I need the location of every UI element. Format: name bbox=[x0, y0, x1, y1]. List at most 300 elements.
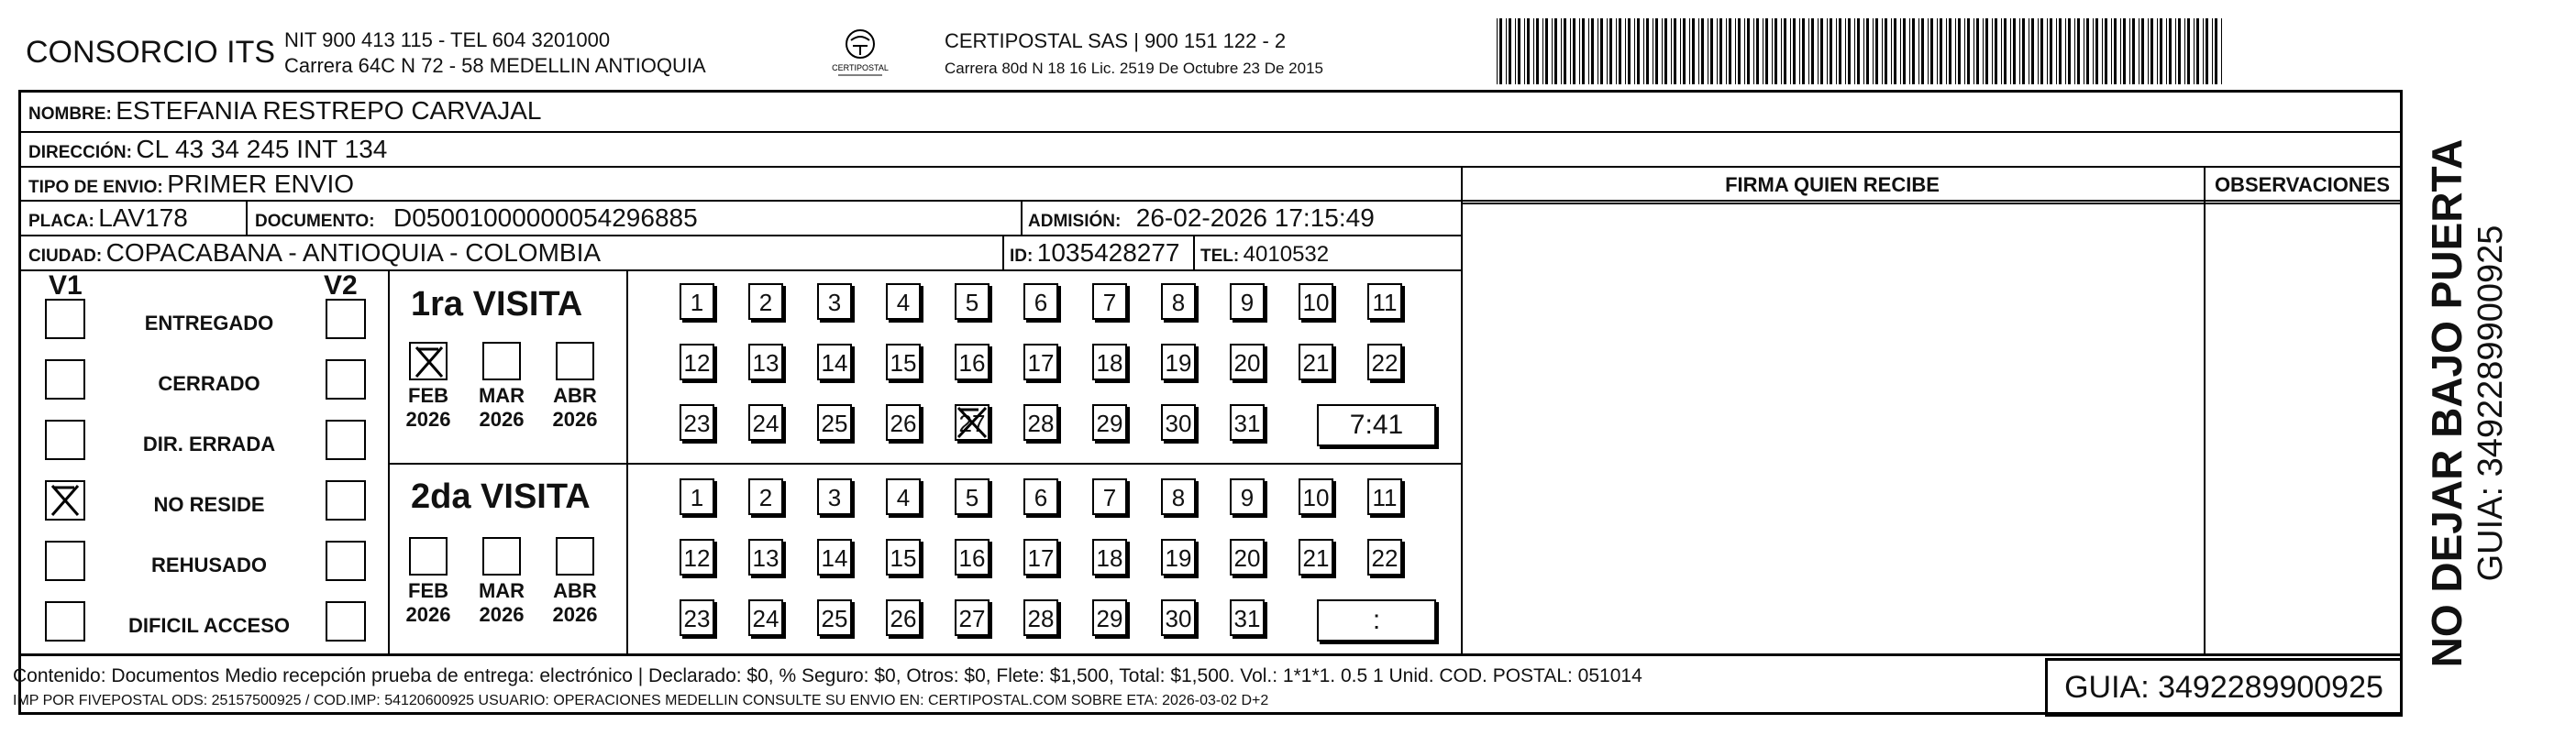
v2-day-28[interactable]: 28 bbox=[1023, 599, 1058, 636]
barcode-bar bbox=[2187, 18, 2190, 84]
v1-checkbox-no-reside[interactable] bbox=[45, 480, 85, 521]
v1-checkbox-dificil-acceso[interactable] bbox=[45, 601, 85, 642]
barcode-bar bbox=[1616, 18, 1617, 84]
barcode-bar bbox=[2019, 18, 2020, 84]
barcode-bar bbox=[1753, 18, 1754, 84]
barcode-bar bbox=[1607, 18, 1608, 84]
v1-day-31[interactable]: 31 bbox=[1230, 404, 1265, 441]
observaciones-header: OBSERVACIONES bbox=[2214, 173, 2391, 196]
barcode-bar bbox=[2047, 18, 2048, 84]
barcode-bar bbox=[1928, 18, 1929, 84]
barcode-bar bbox=[2160, 18, 2162, 84]
v2-day-16[interactable]: 16 bbox=[955, 539, 989, 576]
v2-day-15[interactable]: 15 bbox=[886, 539, 921, 576]
barcode-bar bbox=[1582, 18, 1585, 84]
barcode-bar bbox=[2111, 18, 2112, 84]
v2-day-9[interactable]: 9 bbox=[1230, 478, 1265, 515]
v2-day-31[interactable]: 31 bbox=[1230, 599, 1265, 636]
barcode-bar bbox=[1995, 18, 1997, 84]
barcode-bar bbox=[2141, 18, 2144, 84]
barcode-bar bbox=[2056, 18, 2057, 84]
v2-day-19[interactable]: 19 bbox=[1161, 539, 1196, 576]
barcode-bar bbox=[1545, 18, 1548, 84]
documento-value: D05001000000054296885 bbox=[393, 203, 698, 232]
barcode-bar bbox=[1542, 18, 1543, 84]
ciudad-value: COPACABANA - ANTIOQUIA - COLOMBIA bbox=[105, 238, 602, 267]
barcode-bar bbox=[1848, 18, 1851, 84]
v2-checkbox-no-reside[interactable] bbox=[326, 480, 366, 521]
documento-label: DOCUMENTO: bbox=[255, 212, 375, 231]
barcode-bar bbox=[1717, 18, 1718, 84]
barcode bbox=[1495, 18, 2228, 84]
barcode-bar bbox=[1643, 18, 1644, 84]
v2-checkbox-dir-errada[interactable] bbox=[326, 420, 366, 460]
barcode-bar bbox=[1949, 18, 1951, 84]
barcode-bar bbox=[1683, 18, 1686, 84]
v2-day-23[interactable]: 23 bbox=[680, 599, 714, 636]
side-guia: GUIA: 3492289900925 bbox=[2471, 225, 2510, 582]
month-year: 2026 bbox=[405, 408, 451, 431]
v1-month-box-mar[interactable] bbox=[482, 342, 521, 380]
barcode-bar bbox=[1662, 18, 1663, 84]
barcode-bar bbox=[1698, 18, 1699, 84]
barcode-bar bbox=[1921, 18, 1924, 84]
v2-day-24[interactable]: 24 bbox=[748, 599, 783, 636]
barcode-bar bbox=[1863, 18, 1864, 84]
v1-day-5[interactable]: 5 bbox=[955, 283, 989, 320]
barcode-bar bbox=[1964, 18, 1965, 84]
v2-checkbox-cerrado[interactable] bbox=[326, 359, 366, 400]
id-row bbox=[1010, 238, 1180, 268]
certipostal-info bbox=[945, 27, 1323, 82]
barcode-bar bbox=[2102, 18, 2103, 84]
barcode-bar bbox=[1646, 18, 1649, 84]
v1-day-24[interactable]: 24 bbox=[748, 404, 783, 441]
barcode-bar bbox=[1726, 18, 1727, 84]
barcode-bar bbox=[2178, 18, 2181, 84]
barcode-bar bbox=[1784, 18, 1786, 84]
v1-day-26[interactable]: 26 bbox=[886, 404, 921, 441]
barcode-bar bbox=[1992, 18, 1993, 84]
barcode-bar bbox=[1912, 18, 1915, 84]
barcode-bar bbox=[1744, 18, 1745, 84]
v1-day-25[interactable]: 25 bbox=[817, 404, 852, 441]
barcode-bar bbox=[1930, 18, 1933, 84]
barcode-bar bbox=[2203, 18, 2204, 84]
v2-day-30[interactable]: 30 bbox=[1161, 599, 1196, 636]
v1-day-17[interactable]: 17 bbox=[1023, 344, 1058, 380]
month-year: 2026 bbox=[552, 408, 598, 431]
barcode-bar bbox=[1985, 18, 1988, 84]
barcode-bar bbox=[2001, 18, 2002, 84]
v2-day-5[interactable]: 5 bbox=[955, 478, 989, 515]
barcode-bar bbox=[2010, 18, 2011, 84]
barcode-bar bbox=[2150, 18, 2153, 84]
tel-value: 4010532 bbox=[1243, 242, 1330, 267]
barcode-bar bbox=[1873, 18, 1874, 84]
barcode-bar bbox=[1591, 18, 1594, 84]
barcode-bar bbox=[2040, 18, 2043, 84]
v2-day-1[interactable]: 1 bbox=[680, 478, 714, 515]
month-name: FEB bbox=[408, 579, 448, 602]
barcode-bar bbox=[2038, 18, 2039, 84]
barcode-bar bbox=[1524, 18, 1525, 84]
barcode-bar bbox=[2022, 18, 2025, 84]
v1-month-box-abr[interactable] bbox=[556, 342, 594, 380]
firma-header: FIRMA QUIEN RECIBE bbox=[1725, 173, 1940, 196]
month-name: ABR bbox=[553, 579, 597, 602]
barcode-bar bbox=[1973, 18, 1974, 84]
barcode-bar bbox=[2065, 18, 2066, 84]
v2-month-box-feb[interactable] bbox=[409, 537, 448, 576]
barcode-bar bbox=[2184, 18, 2185, 84]
barcode-bar bbox=[1909, 18, 1910, 84]
barcode-bar bbox=[1628, 18, 1631, 84]
barcode-bar bbox=[1967, 18, 1970, 84]
barcode-bar bbox=[2175, 18, 2176, 84]
direccion-label: DIRECCIÓN: bbox=[28, 143, 132, 162]
barcode-bar bbox=[1774, 18, 1777, 84]
v1-month-label-feb bbox=[401, 384, 456, 432]
status-label-cerrado: CERRADO bbox=[158, 372, 260, 395]
v2-day-12[interactable]: 12 bbox=[680, 539, 714, 576]
cert-line2: Carrera 80d N 18 16 Lic. 2519 De Octubre 23 De 2015 bbox=[945, 60, 1323, 77]
v2-day-18[interactable]: 18 bbox=[1092, 539, 1127, 576]
logo-text: CERTIPOSTAL bbox=[832, 63, 889, 72]
barcode-bar bbox=[1946, 18, 1947, 84]
barcode-bar bbox=[2013, 18, 2016, 84]
v1-day-22[interactable]: 22 bbox=[1367, 344, 1402, 380]
placa-label: PLACA: bbox=[28, 212, 94, 231]
v1-day-14[interactable]: 14 bbox=[817, 344, 852, 380]
barcode-bar bbox=[1536, 18, 1539, 84]
barcode-bar bbox=[1765, 18, 1768, 84]
barcode-bar bbox=[2086, 18, 2089, 84]
barcode-bar bbox=[1802, 18, 1805, 84]
v1-checkbox-cerrado[interactable] bbox=[45, 359, 85, 400]
v2-day-11[interactable]: 11 bbox=[1367, 478, 1402, 515]
barcode-bar bbox=[1799, 18, 1800, 84]
barcode-bar bbox=[2093, 18, 2094, 84]
barcode-bar bbox=[2123, 18, 2126, 84]
v2-day-6[interactable]: 6 bbox=[1023, 478, 1058, 515]
barcode-bar bbox=[1671, 18, 1672, 84]
barcode-bar bbox=[1588, 18, 1589, 84]
barcode-bar bbox=[2095, 18, 2098, 84]
v1-day-11[interactable]: 11 bbox=[1367, 283, 1402, 320]
v2-checkbox-rehusado[interactable] bbox=[326, 541, 366, 581]
company-name: CONSORCIO ITS bbox=[26, 35, 276, 70]
barcode-bar bbox=[1885, 18, 1887, 84]
barcode-bar bbox=[1891, 18, 1892, 84]
v2-day-3[interactable]: 3 bbox=[817, 478, 852, 515]
barcode-bar bbox=[1570, 18, 1571, 84]
barcode-bar bbox=[2215, 18, 2217, 84]
v2-label: V2 bbox=[324, 270, 358, 301]
id-label: ID: bbox=[1010, 247, 1034, 266]
v1-day-27[interactable]: 27 bbox=[955, 404, 989, 441]
v1-day-3[interactable]: 3 bbox=[817, 283, 852, 320]
barcode-bar bbox=[1808, 18, 1809, 84]
v1-time-field[interactable]: 7:41 bbox=[1317, 404, 1436, 446]
barcode-bar bbox=[2206, 18, 2208, 84]
v1-day-7[interactable]: 7 bbox=[1092, 283, 1127, 320]
barcode-bar bbox=[2129, 18, 2130, 84]
footer-print-info: IMP POR FIVEPOSTAL ODS: 25157500925 / COD.IMP: 54120600925 USUARIO: OPERACIONES MEDELLIN CONSULTE SU ENVIO EN: CERTIPOSTAL.COM SOBRE ETA: 2026-03-02 D+2 bbox=[13, 693, 1269, 708]
barcode-bar bbox=[2120, 18, 2121, 84]
v2-day-8[interactable]: 8 bbox=[1161, 478, 1196, 515]
barcode-bar bbox=[1554, 18, 1557, 84]
barcode-bar bbox=[2105, 18, 2107, 84]
certipostal-logo bbox=[825, 26, 895, 81]
barcode-bar bbox=[1866, 18, 1869, 84]
status-label-dificil-acceso: DIFICIL ACCESO bbox=[127, 614, 290, 637]
barcode-bar bbox=[1533, 18, 1534, 84]
barcode-bar bbox=[1781, 18, 1782, 84]
barcode-bar bbox=[1579, 18, 1580, 84]
barcode-bar bbox=[1903, 18, 1906, 84]
barcode-bar bbox=[2194, 18, 2195, 84]
v2-day-21[interactable]: 21 bbox=[1299, 539, 1333, 576]
v1-day-20[interactable]: 20 bbox=[1230, 344, 1265, 380]
v2-time-field[interactable]: : bbox=[1317, 599, 1436, 642]
barcode-bar bbox=[1497, 18, 1498, 84]
status-label-no-reside: NO RESIDE bbox=[153, 493, 265, 516]
v1-day-8[interactable]: 8 bbox=[1161, 283, 1196, 320]
barcode-bar bbox=[1854, 18, 1855, 84]
barcode-bar bbox=[1772, 18, 1773, 84]
v1-month-label-mar bbox=[474, 384, 529, 432]
admision-row bbox=[1028, 203, 1375, 233]
barcode-bar bbox=[2114, 18, 2117, 84]
admision-label: ADMISIÓN: bbox=[1028, 212, 1122, 231]
v2-month-label-feb bbox=[401, 579, 456, 627]
barcode-bar bbox=[1573, 18, 1575, 84]
barcode-bar bbox=[2166, 18, 2167, 84]
barcode-bar bbox=[1830, 18, 1832, 84]
guia-box: GUIA: 3492289900925 bbox=[2045, 658, 2403, 717]
barcode-bar bbox=[1689, 18, 1690, 84]
direccion-row bbox=[28, 135, 387, 164]
v2-day-29[interactable]: 29 bbox=[1092, 599, 1127, 636]
direccion-value: CL 43 34 245 INT 134 bbox=[136, 135, 388, 163]
v1-checkbox-rehusado[interactable] bbox=[45, 541, 85, 581]
barcode-bar bbox=[1756, 18, 1759, 84]
v1-day-21[interactable]: 21 bbox=[1299, 344, 1333, 380]
v2-month-label-abr bbox=[547, 579, 603, 627]
v1-day-9[interactable]: 9 bbox=[1230, 283, 1265, 320]
v1-checkbox-dir-errada[interactable] bbox=[45, 420, 85, 460]
v2-day-7[interactable]: 7 bbox=[1092, 478, 1127, 515]
barcode-bar bbox=[1506, 18, 1507, 84]
barcode-bar bbox=[1609, 18, 1612, 84]
tel-label: TEL: bbox=[1200, 247, 1240, 266]
month-year: 2026 bbox=[552, 603, 598, 626]
barcode-bar bbox=[2212, 18, 2213, 84]
v1-day-1[interactable]: 1 bbox=[680, 283, 714, 320]
v2-day-20[interactable]: 20 bbox=[1230, 539, 1265, 576]
barcode-bar bbox=[1515, 18, 1516, 84]
v1-day-16[interactable]: 16 bbox=[955, 344, 989, 380]
v1-day-15[interactable]: 15 bbox=[886, 344, 921, 380]
month-name: ABR bbox=[553, 384, 597, 407]
barcode-bar bbox=[1674, 18, 1676, 84]
barcode-bar bbox=[1664, 18, 1667, 84]
barcode-bar bbox=[1738, 18, 1741, 84]
barcode-bar bbox=[2132, 18, 2135, 84]
barcode-bar bbox=[1735, 18, 1736, 84]
company-info bbox=[284, 27, 706, 79]
v1-day-29[interactable]: 29 bbox=[1092, 404, 1127, 441]
barcode-bar bbox=[1561, 18, 1562, 84]
id-value: 1035428277 bbox=[1036, 238, 1180, 267]
v2-day-25[interactable]: 25 bbox=[817, 599, 852, 636]
v1-month-box-feb[interactable] bbox=[409, 342, 448, 380]
side-notice bbox=[2407, 92, 2526, 715]
barcode-bar bbox=[1955, 18, 1956, 84]
barcode-bar bbox=[2196, 18, 2199, 84]
month-name: FEB bbox=[408, 384, 448, 407]
barcode-bar bbox=[1857, 18, 1860, 84]
barcode-bar bbox=[1983, 18, 1984, 84]
barcode-bar bbox=[2148, 18, 2149, 84]
nit-line: NIT 900 413 115 - TEL 604 3201000 bbox=[284, 28, 611, 51]
delivery-form bbox=[18, 90, 2403, 715]
barcode-bar bbox=[1827, 18, 1828, 84]
barcode-bar bbox=[1564, 18, 1566, 84]
barcode-bar bbox=[2059, 18, 2062, 84]
nombre-row bbox=[28, 96, 541, 126]
v1-day-18[interactable]: 18 bbox=[1092, 344, 1127, 380]
v2-day-17[interactable]: 17 bbox=[1023, 539, 1058, 576]
placa-value: LAV178 bbox=[98, 203, 188, 232]
v2-day-2[interactable]: 2 bbox=[748, 478, 783, 515]
barcode-bar bbox=[2157, 18, 2158, 84]
ciudad-row bbox=[28, 238, 601, 268]
v2-day-13[interactable]: 13 bbox=[748, 539, 783, 576]
v1-day-12[interactable]: 12 bbox=[680, 344, 714, 380]
visit2-title: 2da VISITA bbox=[411, 477, 591, 516]
barcode-bar bbox=[1518, 18, 1520, 84]
v1-month-label-abr bbox=[547, 384, 603, 432]
barcode-bar bbox=[1882, 18, 1883, 84]
v1-day-10[interactable]: 10 bbox=[1299, 283, 1333, 320]
v2-checkbox-dificil-acceso[interactable] bbox=[326, 601, 366, 642]
v1-checkbox-entregado[interactable] bbox=[45, 299, 85, 339]
tipo-row bbox=[28, 170, 354, 199]
barcode-bar bbox=[2050, 18, 2052, 84]
barcode-bar bbox=[1747, 18, 1750, 84]
v2-checkbox-entregado[interactable] bbox=[326, 299, 366, 339]
v2-month-box-mar[interactable] bbox=[482, 537, 521, 576]
v1-day-13[interactable]: 13 bbox=[748, 344, 783, 380]
no-dejar-warning: NO DEJAR BAJO PUERTA bbox=[2423, 138, 2471, 668]
month-name: MAR bbox=[478, 384, 525, 407]
barcode-bar bbox=[2031, 18, 2034, 84]
barcode-bar bbox=[1719, 18, 1722, 84]
v2-day-10[interactable]: 10 bbox=[1299, 478, 1333, 515]
month-name: MAR bbox=[478, 579, 525, 602]
barcode-bar bbox=[1820, 18, 1823, 84]
footer-content: Contenido: Documentos Medio recepción prueba de entrega: electrónico | Declarado: $0, % Seguro: $0, Otros: $0, Flete: $1,500, Total: $1,500. Vol.: 1*1*1. 0.5 1 Unid. COD. POSTAL: 051014 bbox=[13, 665, 1642, 686]
v1-day-19[interactable]: 19 bbox=[1161, 344, 1196, 380]
v2-day-4[interactable]: 4 bbox=[886, 478, 921, 515]
barcode-bar bbox=[1655, 18, 1658, 84]
barcode-bar bbox=[1527, 18, 1530, 84]
barcode-bar bbox=[1839, 18, 1841, 84]
tel-row bbox=[1200, 242, 1329, 268]
v1-day-30[interactable]: 30 bbox=[1161, 404, 1196, 441]
v1-day-2[interactable]: 2 bbox=[748, 283, 783, 320]
barcode-bar bbox=[1894, 18, 1896, 84]
barcode-bar bbox=[1940, 18, 1942, 84]
barcode-bar bbox=[2169, 18, 2172, 84]
barcode-bar bbox=[1701, 18, 1704, 84]
barcode-bar bbox=[1790, 18, 1791, 84]
barcode-bar bbox=[2077, 18, 2080, 84]
visit1-title: 1ra VISITA bbox=[411, 285, 583, 324]
admision-value: 26-02-2026 17:15:49 bbox=[1135, 203, 1375, 232]
v2-day-14[interactable]: 14 bbox=[817, 539, 852, 576]
barcode-bar bbox=[1509, 18, 1511, 84]
barcode-bar bbox=[1637, 18, 1640, 84]
barcode-bar bbox=[2221, 18, 2222, 84]
barcode-bar bbox=[1634, 18, 1635, 84]
barcode-bar bbox=[1918, 18, 1919, 84]
barcode-bar bbox=[1793, 18, 1796, 84]
ciudad-label: CIUDAD: bbox=[28, 247, 103, 266]
status-label-rehusado: REHUSADO bbox=[151, 554, 267, 576]
barcode-bar bbox=[1875, 18, 1878, 84]
v1-day-23[interactable]: 23 bbox=[680, 404, 714, 441]
barcode-bar bbox=[1845, 18, 1846, 84]
month-year: 2026 bbox=[479, 408, 525, 431]
v2-day-26[interactable]: 26 bbox=[886, 599, 921, 636]
month-year: 2026 bbox=[479, 603, 525, 626]
v1-day-4[interactable]: 4 bbox=[886, 283, 921, 320]
tipo-label: TIPO DE ENVIO: bbox=[28, 178, 163, 197]
v1-day-28[interactable]: 28 bbox=[1023, 404, 1058, 441]
barcode-bar bbox=[2068, 18, 2071, 84]
v1-day-6[interactable]: 6 bbox=[1023, 283, 1058, 320]
placa-row bbox=[28, 203, 188, 233]
v2-day-27[interactable]: 27 bbox=[955, 599, 989, 636]
barcode-bar bbox=[1499, 18, 1502, 84]
month-year: 2026 bbox=[405, 603, 451, 626]
barcode-bar bbox=[2074, 18, 2075, 84]
status-label-entregado: ENTREGADO bbox=[144, 312, 274, 335]
address-line: Carrera 64C N 72 - 58 MEDELLIN ANTIOQUIA bbox=[284, 54, 706, 77]
barcode-bar bbox=[1692, 18, 1695, 84]
v2-day-22[interactable]: 22 bbox=[1367, 539, 1402, 576]
barcode-bar bbox=[1937, 18, 1938, 84]
barcode-bar bbox=[1836, 18, 1837, 84]
tipo-value: PRIMER ENVIO bbox=[167, 170, 355, 198]
v2-month-label-mar bbox=[474, 579, 529, 627]
barcode-bar bbox=[1619, 18, 1621, 84]
cert-line1: CERTIPOSTAL SAS | 900 151 122 - 2 bbox=[945, 29, 1287, 52]
barcode-bar bbox=[1976, 18, 1979, 84]
barcode-bar bbox=[1729, 18, 1731, 84]
barcode-bar bbox=[1900, 18, 1901, 84]
barcode-bar bbox=[2004, 18, 2007, 84]
barcode-bar bbox=[1625, 18, 1626, 84]
barcode-bar bbox=[1710, 18, 1713, 84]
v2-month-box-abr[interactable] bbox=[556, 537, 594, 576]
nombre-label: NOMBRE: bbox=[28, 104, 112, 124]
documento-row bbox=[255, 203, 698, 233]
barcode-bar bbox=[1600, 18, 1603, 84]
